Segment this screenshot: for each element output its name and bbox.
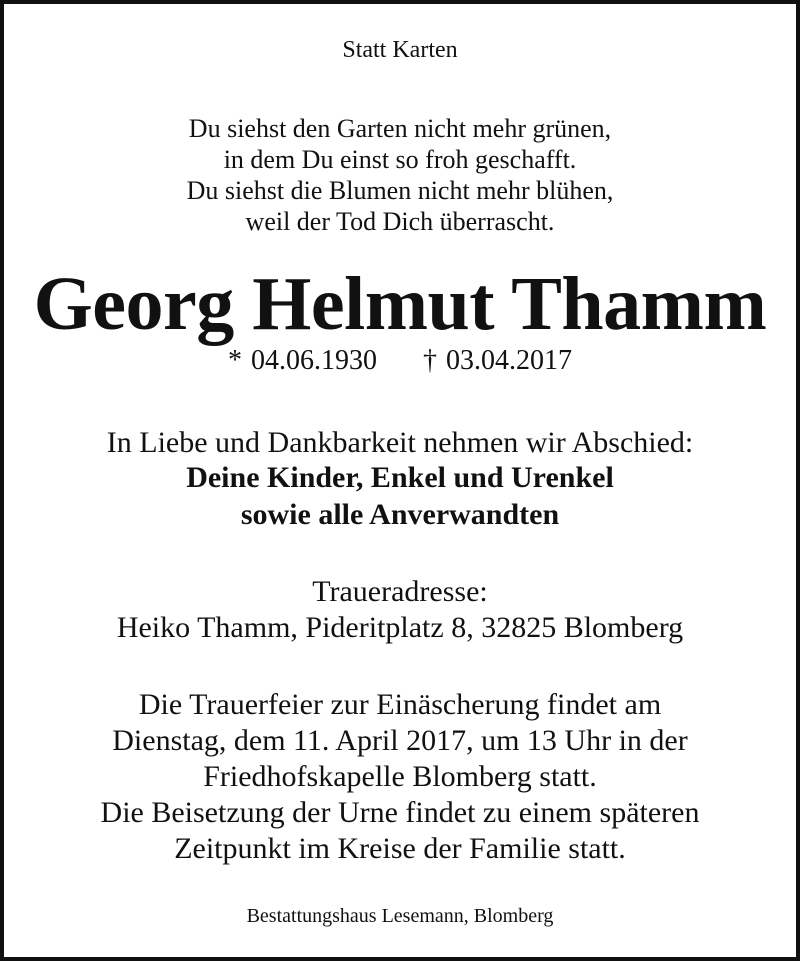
poem-line: Du siehst die Blumen nicht mehr blühen, [186, 176, 614, 205]
mourning-address: Heiko Thamm, Pideritplatz 8, 32825 Blomberg [116, 611, 684, 644]
notice-header: Statt Karten [342, 37, 458, 63]
service-line: Die Trauerfeier zur Einäscherung findet am [138, 688, 662, 721]
service-line: Die Beisetzung der Urne findet zu einem späteren [100, 796, 700, 829]
funeral-home: Bestattungshaus Lesemann, Blomberg [246, 905, 554, 927]
service-line: Zeitpunkt im Kreise der Familie statt. [174, 832, 626, 865]
family-line: sowie alle Anverwandten [240, 498, 560, 531]
poem-line: in dem Du einst so froh geschafft. [223, 145, 577, 174]
death-date: † 03.04.2017 [423, 345, 572, 376]
poem-line: weil der Tod Dich überrascht. [245, 207, 555, 236]
family-line: Deine Kinder, Enkel und Urenkel [186, 461, 614, 494]
life-dates [0, 347, 800, 375]
service-line: Dienstag, dem 11. April 2017, um 13 Uhr in der [112, 724, 688, 757]
birth-date: * 04.06.1930 [228, 345, 377, 376]
mourning-address-label: Traueradresse: [312, 575, 488, 608]
farewell-text: In Liebe und Dankbarkeit nehmen wir Abschied: [106, 426, 694, 459]
poem-line: Du siehst den Garten nicht mehr grünen, [188, 114, 612, 143]
deceased-name: Georg Helmut Thamm [33, 262, 767, 346]
service-line: Friedhofskapelle Blomberg statt. [203, 760, 597, 793]
